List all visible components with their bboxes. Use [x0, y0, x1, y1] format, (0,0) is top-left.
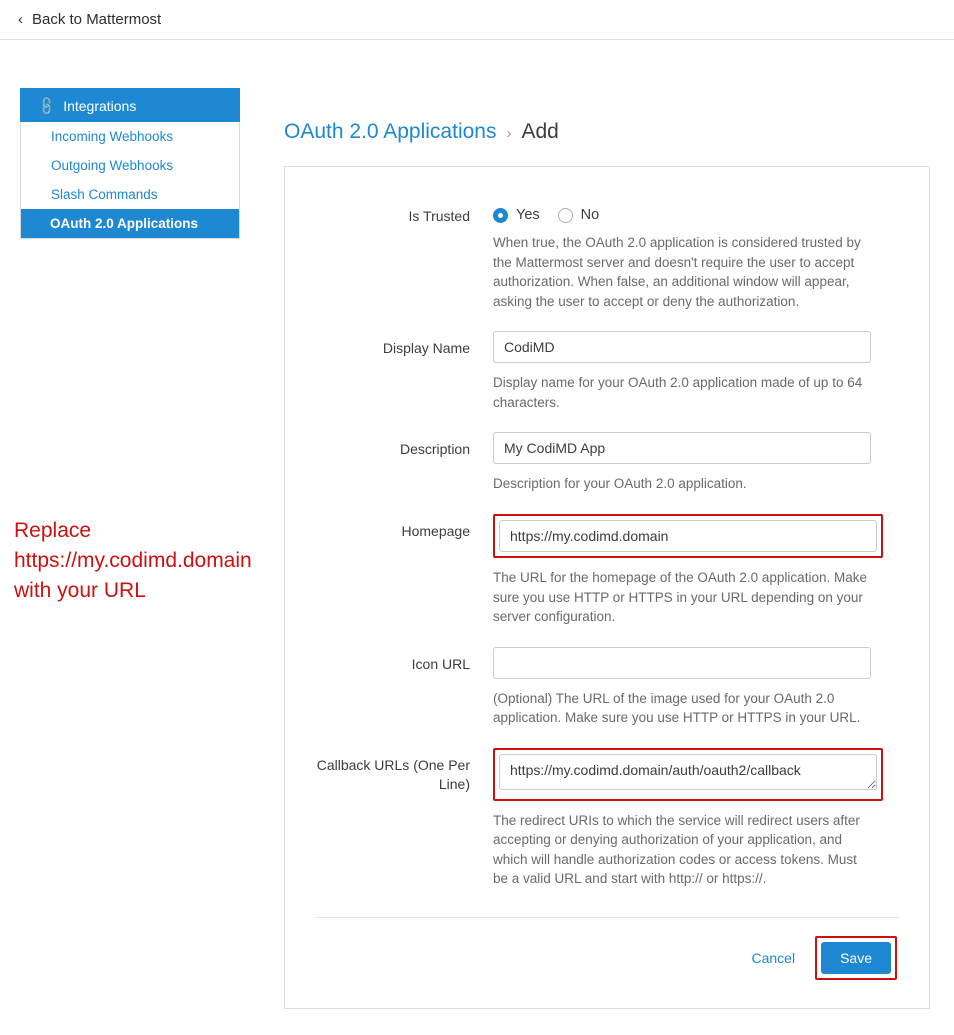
sidebar-item-label: Outgoing Webhooks [51, 158, 174, 173]
sidebar-item-oauth-applications[interactable] [21, 209, 239, 238]
sidebar-list [20, 122, 240, 239]
back-to-mattermost-label: Back to Mattermost [32, 11, 162, 28]
icon-url-input[interactable] [493, 647, 871, 679]
display-name-label: Display Name [382, 340, 470, 357]
is-trusted-yes-label: Yes [516, 207, 540, 223]
form-row-homepage [285, 514, 903, 647]
save-button[interactable]: Save [821, 942, 891, 974]
homepage-highlight-box [493, 514, 883, 558]
sidebar [20, 88, 240, 239]
radio-dot-icon [558, 208, 573, 223]
icon-url-control [493, 647, 871, 748]
sidebar-item-label: Slash Commands [51, 187, 158, 202]
form-row-icon-url [285, 647, 903, 748]
sidebar-item-slash-commands[interactable] [21, 180, 239, 209]
form-footer [285, 918, 903, 998]
is-trusted-no-radio[interactable] [558, 207, 600, 223]
sidebar-item-label: Incoming Webhooks [51, 129, 174, 144]
cancel-button[interactable]: Cancel [745, 949, 801, 967]
callback-urls-textarea[interactable] [499, 754, 877, 790]
callback-urls-control [493, 748, 871, 909]
homepage-help: The URL for the homepage of the OAuth 2.0 application. Make sure you use HTTP or HTTPS in your URL depending on your server configuration. [493, 569, 867, 625]
back-to-mattermost-link[interactable] [18, 11, 161, 28]
form-row-display-name [285, 331, 903, 432]
chevron-left-icon: ‹ [18, 11, 23, 28]
icon-url-help: (Optional) The URL of the image used for your OAuth 2.0 application. Make sure you use HTTP or HTTPS in your URL. [493, 690, 861, 726]
breadcrumb-parent-link[interactable]: OAuth 2.0 Applications [284, 120, 497, 143]
sidebar-header-label: Integrations [63, 97, 137, 114]
homepage-label: Homepage [401, 522, 470, 539]
is-trusted-yes-radio[interactable] [493, 207, 540, 223]
callback-urls-help: The redirect URIs to which the service will redirect users after accepting or denying authorization of your application, and which will handle authorization codes or access tokens. Must be a valid URL and start with http:// or https://. [493, 812, 860, 887]
sidebar-item-outgoing-webhooks[interactable] [21, 151, 239, 180]
display-name-control [493, 331, 871, 432]
form-row-is-trusted [285, 199, 903, 331]
form-row-description [285, 432, 903, 514]
page-body [0, 40, 954, 1035]
is-trusted-control [493, 199, 871, 331]
chevron-right-icon: › [506, 125, 512, 142]
homepage-control [493, 514, 871, 647]
description-help: Description for your OAuth 2.0 application. [493, 476, 747, 492]
sidebar-header [20, 88, 240, 122]
homepage-input[interactable] [499, 520, 877, 552]
description-label: Description [399, 441, 470, 458]
description-control [493, 432, 871, 514]
display-name-help: Display name for your OAuth 2.0 application made of up to 64 characters. [493, 375, 863, 410]
save-highlight-box [815, 936, 897, 980]
icon-url-label: Icon URL [411, 655, 470, 672]
is-trusted-label: Is Trusted [408, 208, 470, 224]
link-icon: 🔗 [35, 94, 58, 117]
annotation-text: Replace https://my.codimd.domain with your URL [14, 519, 252, 602]
display-name-input[interactable] [493, 331, 871, 363]
radio-dot-icon [493, 208, 508, 223]
breadcrumb-current: Add [521, 120, 559, 143]
callback-urls-label: Callback URLs (One Per Line) [316, 756, 470, 792]
is-trusted-help: When true, the OAuth 2.0 application is considered trusted by the Mattermost server and doesn't require the user to accept authorization. When false, an additional window will appear, asking the user to accept or deny the authorization. [493, 235, 861, 309]
oauth-app-form-card [284, 166, 930, 1009]
annotation-note [14, 516, 282, 605]
sidebar-item-label: OAuth 2.0 Applications [50, 216, 199, 231]
top-bar [0, 0, 954, 40]
is-trusted-no-label: No [580, 207, 600, 223]
form-row-callback-urls [285, 748, 903, 909]
callback-urls-highlight-box [493, 748, 883, 801]
breadcrumb [284, 120, 930, 144]
main-content [284, 120, 930, 1009]
is-trusted-radio-group [493, 199, 871, 223]
sidebar-item-incoming-webhooks[interactable] [21, 122, 239, 151]
description-input[interactable] [493, 432, 871, 464]
